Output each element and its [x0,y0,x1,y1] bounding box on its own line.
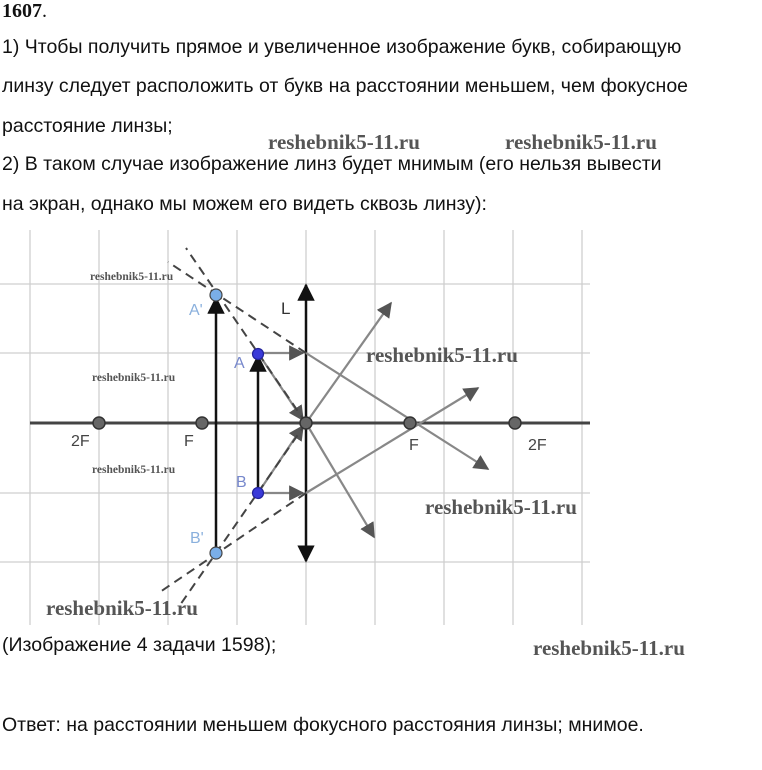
point-lens-center [300,417,312,429]
text-line-5: на экран, однако мы можем его видеть сквозь линзу): [2,193,487,215]
watermark: reshebnik5-11.ru [46,596,198,620]
label-2f-right: 2F [528,437,547,454]
point-f-left [196,417,208,429]
point-2f-left [93,417,105,429]
problem-number [2,0,47,23]
label-b: B [236,474,247,491]
image-caption: (Изображение 4 задачи 1598); [2,634,277,656]
problem-number-value: 1607 [2,0,42,22]
watermark: reshebnik5-11.ru [425,495,577,519]
label-f-left: F [184,433,194,450]
answer-text: Ответ: на расстоянии меньшем фокусного расстояния линзы; мнимое. [2,714,644,736]
watermark: reshebnik5-11.ru [92,464,176,476]
watermark: reshebnik5-11.ru [533,636,685,660]
text-line-4: 2) В таком случае изображение линз будет мнимым (его нельзя вывести [2,153,662,175]
label-f-right: F [409,437,419,454]
point-a-image [210,289,222,301]
watermark: reshebnik5-11.ru [505,130,657,154]
label-a: A [234,355,245,372]
problem-number-suffix: . [42,0,47,22]
text-line-1: 1) Чтобы получить прямое и увеличенное изображение букв, собирающую [2,36,682,58]
lens-label: L [281,299,291,318]
watermark: reshebnik5-11.ru [268,130,420,154]
watermark: reshebnik5-11.ru [90,271,174,283]
lens-diagram [0,228,762,628]
text-line-2: линзу следует расположить от букв на расстоянии меньшем, чем фокусное [2,75,689,97]
point-f-right [404,417,416,429]
watermark: reshebnik5-11.ru [366,343,518,367]
label-2f-left: 2F [71,433,90,450]
label-a-image: A' [189,302,203,319]
point-2f-right [509,417,521,429]
grid [0,230,590,625]
text-line-3: расстояние линзы; [2,115,173,137]
point-a [253,349,264,360]
point-b-image [210,547,222,559]
point-b [253,488,264,499]
watermark: reshebnik5-11.ru [92,372,176,384]
label-b-image: B' [190,530,204,547]
